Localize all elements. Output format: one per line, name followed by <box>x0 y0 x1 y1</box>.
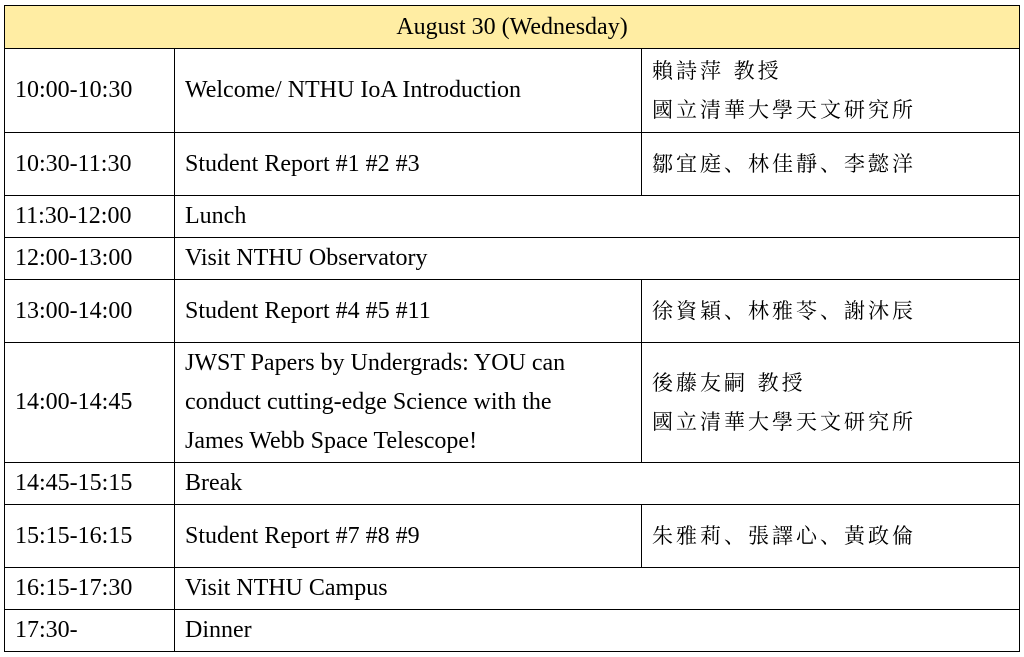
session-time: 11:30-12:00 <box>5 196 175 238</box>
session-speaker-line: 國立清華大學天文研究所 <box>652 97 916 122</box>
session-speaker-line: 後藤友嗣 教授 <box>652 370 806 395</box>
session-time: 14:45-15:15 <box>5 463 175 505</box>
session-speaker <box>642 505 1020 568</box>
session-title-line: Dinner <box>185 617 252 643</box>
session-speaker-line: 鄒宜庭、林佳靜、李懿洋 <box>652 151 916 176</box>
session-title-line: Welcome/ NTHU IoA Introduction <box>185 77 521 103</box>
session-title-line: Visit NTHU Observatory <box>185 245 428 271</box>
schedule-table <box>4 5 1020 652</box>
session-time: 14:00-14:45 <box>5 343 175 463</box>
session-time: 17:30- <box>5 610 175 652</box>
session-speaker-line: 徐資穎、林雅苓、謝沐辰 <box>652 298 916 323</box>
session-speaker <box>642 343 1020 463</box>
session-title <box>175 49 642 133</box>
session-time: 10:00-10:30 <box>5 49 175 133</box>
schedule-row <box>5 133 1020 196</box>
schedule-row <box>5 196 1020 238</box>
session-title <box>175 610 1020 652</box>
session-title-line: James Webb Space Telescope! <box>185 428 478 454</box>
session-time: 12:00-13:00 <box>5 238 175 280</box>
schedule-row <box>5 49 1020 133</box>
schedule-row <box>5 343 1020 463</box>
schedule-row <box>5 280 1020 343</box>
session-title-line: Lunch <box>185 203 247 229</box>
session-title <box>175 568 1020 610</box>
session-speaker-line: 朱雅莉、張譯心、黃政倫 <box>652 523 916 548</box>
session-title <box>175 196 1020 238</box>
schedule-row <box>5 610 1020 652</box>
session-title-line: Student Report #1 #2 #3 <box>185 150 420 177</box>
session-title-line: Visit NTHU Campus <box>185 575 388 601</box>
session-speaker-line: 國立清華大學天文研究所 <box>652 409 916 434</box>
session-title <box>175 463 1020 505</box>
session-time: 10:30-11:30 <box>5 133 175 196</box>
session-title <box>175 280 642 343</box>
session-title <box>175 505 642 568</box>
schedule-body <box>5 6 1020 652</box>
session-speaker <box>642 133 1020 196</box>
session-title-line: conduct cutting-edge Science with the <box>185 389 552 415</box>
session-title-line: Break <box>185 470 243 496</box>
schedule-row <box>5 463 1020 505</box>
session-title <box>175 343 642 463</box>
session-title <box>175 133 642 196</box>
session-title-line: Student Report #4 #5 #11 <box>185 297 431 324</box>
session-speaker <box>642 49 1020 133</box>
session-time: 13:00-14:00 <box>5 280 175 343</box>
session-time: 15:15-16:15 <box>5 505 175 568</box>
session-speaker-line: 賴詩萍 教授 <box>652 58 782 83</box>
schedule-row <box>5 238 1020 280</box>
session-title <box>175 238 1020 280</box>
session-speaker <box>642 280 1020 343</box>
session-time: 16:15-17:30 <box>5 568 175 610</box>
schedule-row <box>5 505 1020 568</box>
session-title-line: JWST Papers by Undergrads: YOU can <box>185 350 566 376</box>
header-row <box>5 6 1020 49</box>
date-header: August 30 (Wednesday) <box>5 6 1020 49</box>
session-title-line: Student Report #7 #8 #9 <box>185 522 420 549</box>
schedule-row <box>5 568 1020 610</box>
